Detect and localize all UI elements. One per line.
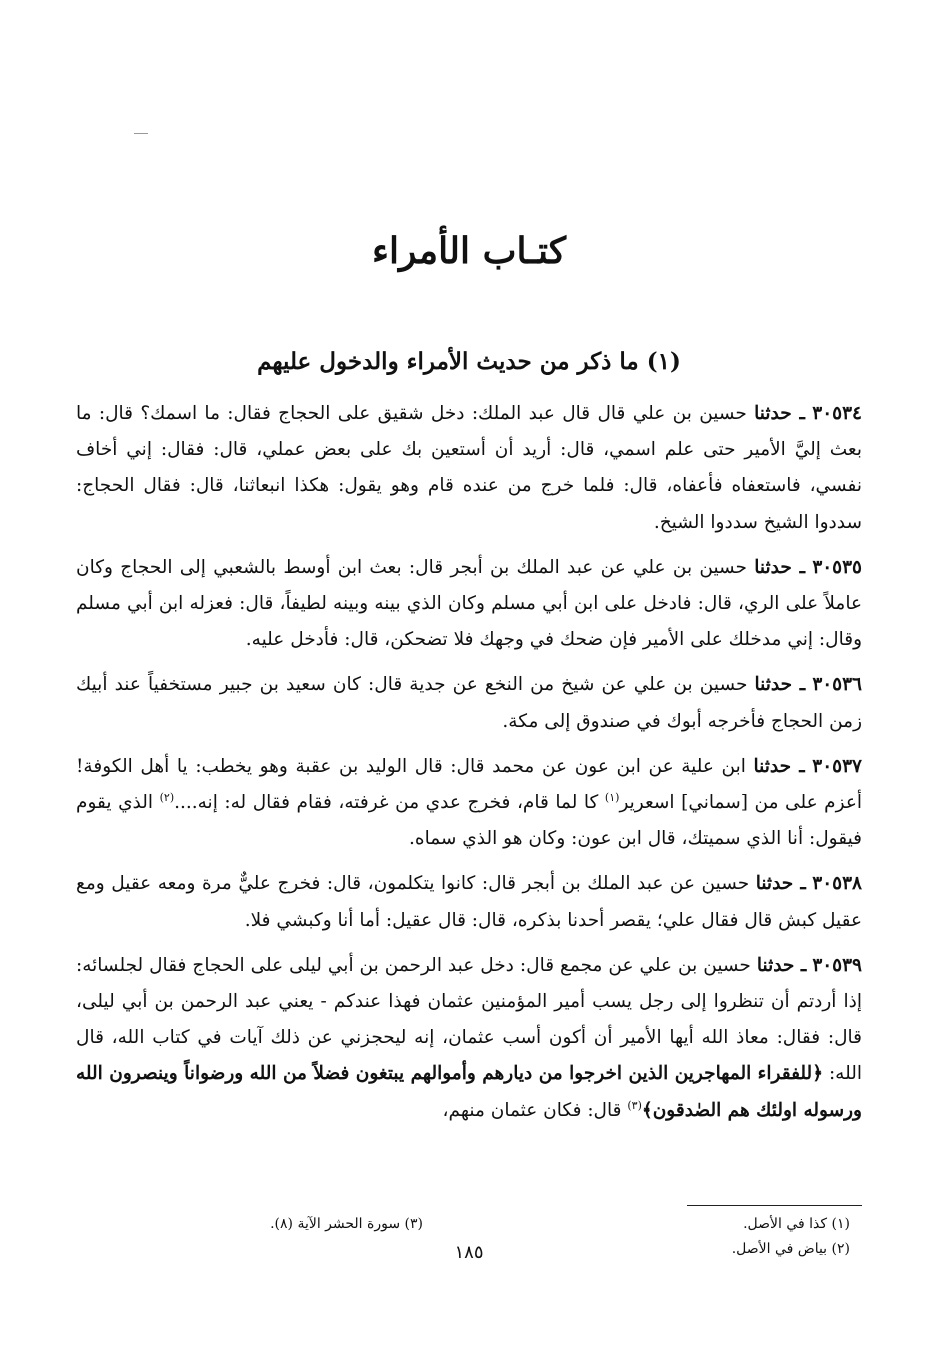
- footnote-3: (٣) سورة الحشر الآية (٨).: [270, 1216, 423, 1232]
- hadith-30537: [76, 749, 862, 858]
- hadith-number: ٣٠٥٣٦: [812, 674, 862, 696]
- footnote-2: (٢) بياض في الأصل.: [731, 1241, 850, 1257]
- hadith-number: ٣٠٥٣٩: [812, 954, 862, 976]
- book-title: كتـاب الأمراء: [372, 230, 566, 272]
- hadith-text: حسين بن علي عن عبد الملك بن أبجر قال: بعث ابن أوسط بالشعبي إلى الحجاج وكان عاملاً على الري، قال: فادخل على ابن أبي مسلم وكان الذي بينه وبينه لطيفاً، قال: فعزله ابن أبي مسلم وقال: إني مدخلك على الأمير فإن ضحك في وجهك فلا تضحكن، قال: فأدخل عليه.: [76, 556, 862, 651]
- hadith-opener: ـ حدثنا: [755, 873, 806, 895]
- hadith-opener: ـ حدثنا: [756, 954, 807, 976]
- hadith-30535: [76, 550, 862, 659]
- footnote-ref-1: (١): [604, 790, 620, 804]
- hadith-text-end: قال: فكان عثمان منهم،: [442, 1099, 628, 1121]
- page-number: ١٨٥: [454, 1242, 484, 1263]
- main-text: [76, 396, 862, 1138]
- hadith-number: ٣٠٥٣٥: [812, 556, 862, 578]
- footnote-ref-3: (٣): [627, 1098, 642, 1112]
- footnote-ref-2: (٢): [159, 790, 175, 804]
- footnote-1: (١) كذا في الأصل.: [743, 1216, 850, 1232]
- hadith-opener: ـ حدثنا: [753, 755, 805, 777]
- quran-quote: ﴿للفقراء المهاجرين الذين اخرجوا من ديارهم وأموالهم يبتغون فضلاً من الله ورضواناً وينصرون الله ورسوله اولئك هم الصٰدقون﴾: [76, 1063, 862, 1121]
- hadith-30534: [76, 396, 862, 541]
- hadith-number: ٣٠٥٣٧: [812, 755, 862, 777]
- hadith-opener: ـ حدثنا: [754, 403, 805, 424]
- hadith-text: ابن علية عن ابن عون عن محمد قال: قال الوليد بن عقبة وهو يخطب: يا أهل الكوفة! أعزم على من [سماني] اسعرير: [76, 755, 863, 814]
- hadith-number: ٣٠٥٣٤: [812, 403, 862, 424]
- hadith-30536: [76, 667, 862, 739]
- hadith-text: حسين بن علي عن مجمع قال: دخل عبد الرحمن بن أبي ليلى على الحجاج فقال لجلسائه: إذا أردتم أن تنظروا إلى رجل يسب أمير المؤمنين عثمان فهذا عندكم - يعني عبد الرحمن بن أبي ليلى، قال: فقال: معاذ الله أيها الأمير أن أكون أسب عثمان، إنه ليحجزني عن ذلك آيات في كتاب الله، قال الله:: [76, 954, 862, 1085]
- hadith-30538: [76, 866, 862, 938]
- hadith-text-end: الذي يقوم فيقول: أنا الذي سميتك، قال ابن عون: وكان هو الذي سماه.: [76, 792, 862, 850]
- hadith-number: ٣٠٥٣٨: [812, 873, 862, 895]
- footnotes-left: [223, 1212, 423, 1237]
- hadith-opener: ـ حدثنا: [754, 556, 806, 578]
- hadith-text-cont: كا لما قام، فخرج عدي من غرفته، فقام فقال له: إنه....: [174, 792, 605, 814]
- hadith-text: حسين بن علي عن شيخ من النخع عن جدية قال: كان سعيد بن جبير مستخفياً عند أبيك زمن الحجاج فأخرجه أبوك في صندوق إلى مكة.: [76, 674, 862, 732]
- chapter-title: (١) ما ذكر من حديث الأمراء والدخول عليهم: [257, 348, 681, 375]
- hadith-text: حسين عن عبد الملك بن أبجر قال: كانوا يتكلمون، قال: فخرج عليٌّ مرة ومعه عقيل ومع عقيل كبش قال فقال علي؛ يقصر أحدنا بذكره، قال: قال عقيل: أما أنا وكبشي فلا.: [76, 873, 862, 931]
- footnote-divider: [687, 1205, 862, 1206]
- scan-speck: [134, 133, 148, 134]
- hadith-30539: [76, 948, 862, 1129]
- hadith-opener: ـ حدثنا: [754, 674, 806, 696]
- hadith-text: حسين بن علي قال قال عبد الملك: دخل شقيق على الحجاج فقال: ما اسمك؟ قال: ما بعث إليَّ الأمير حتى علم اسمي، قال: أريد أن أستعين بك على بعض عملي، قال: فقال: إني أخاف نفسي، فاستعفاه فأعفاه، قال: فلما خرج من عنده قام وهو يقول: هكذا انبعاثنا، قال: فقال الحجاج: سددوا الشيخ سددوا الشيخ.: [76, 403, 862, 533]
